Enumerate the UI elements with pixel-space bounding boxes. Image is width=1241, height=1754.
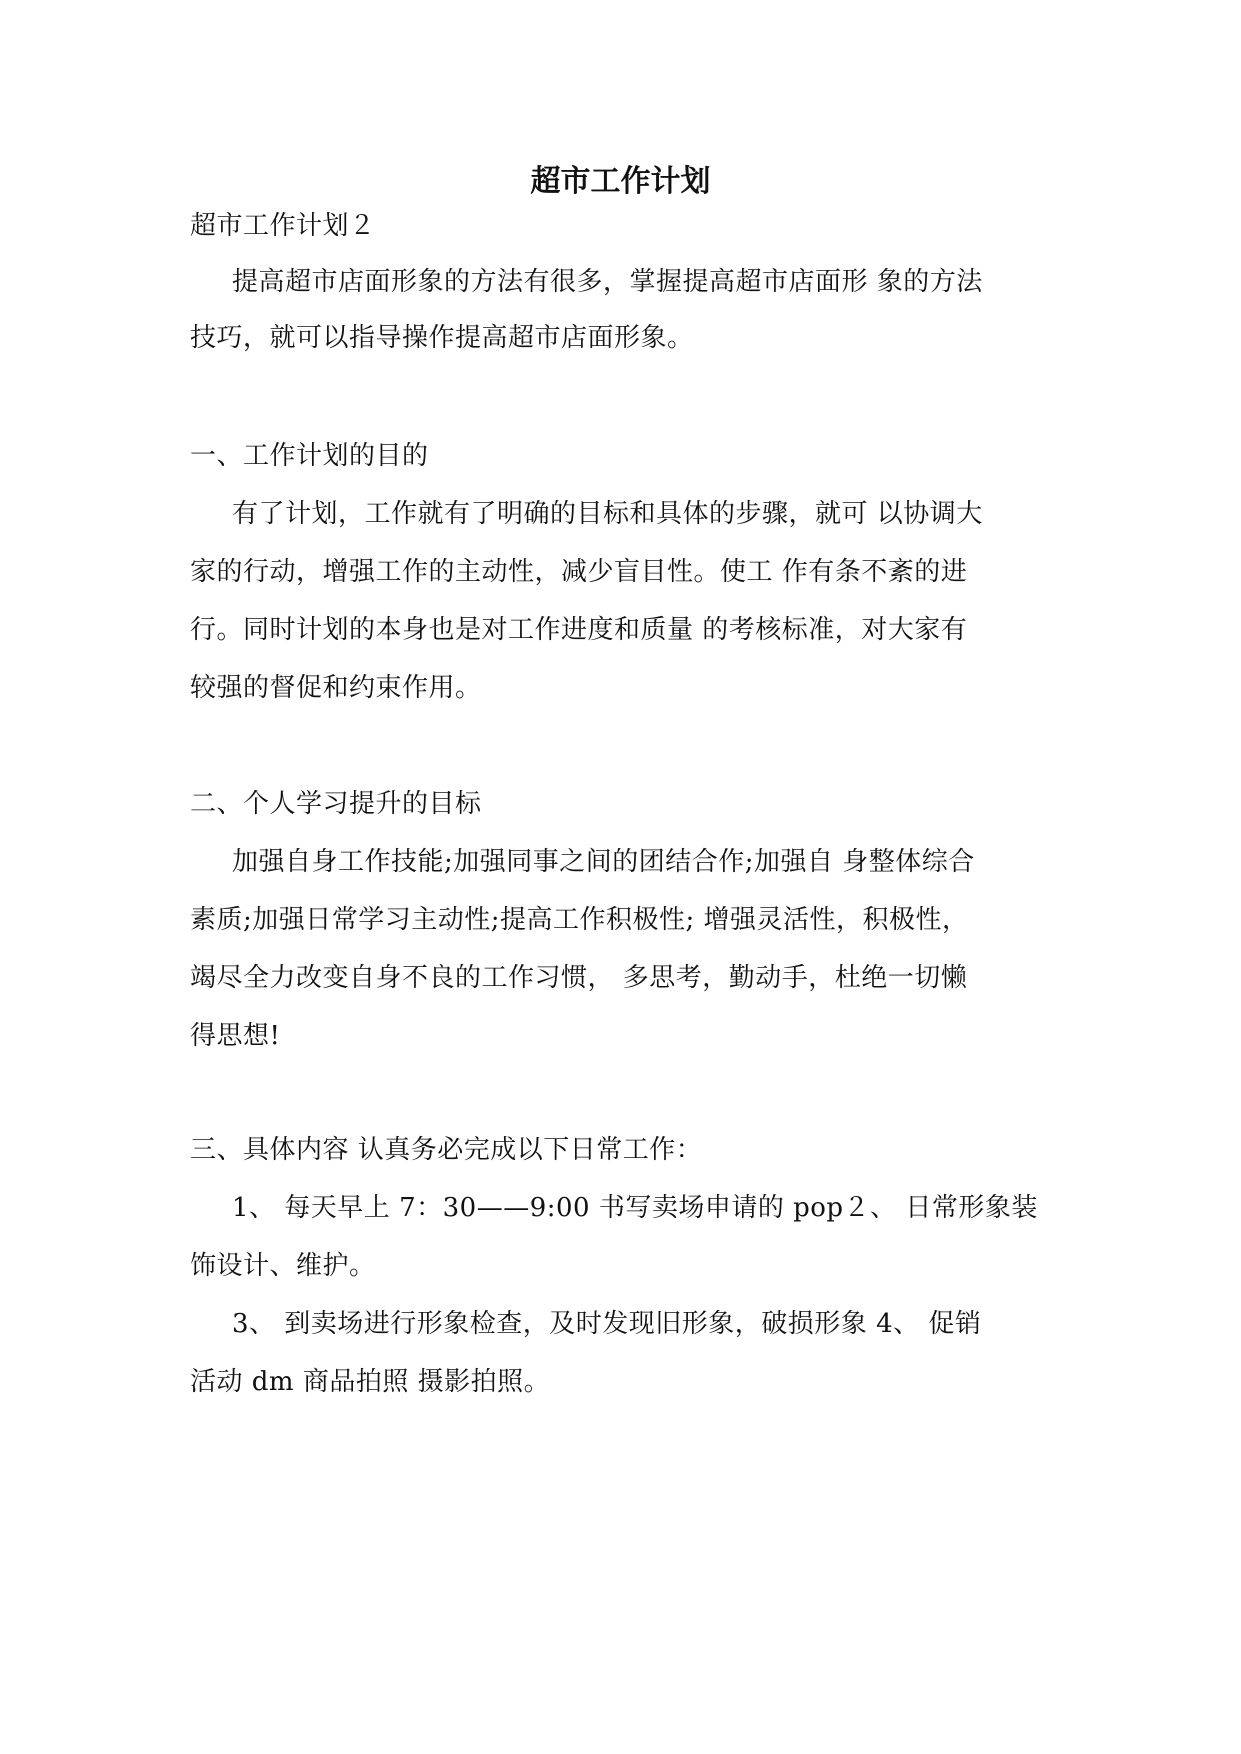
document-title: 超市工作计划 <box>530 164 711 199</box>
intro-line-2: 技巧，就可以指导操作提高超市店面形象。 <box>190 323 694 353</box>
section1-heading: 一、工作计划的目的 <box>190 441 429 471</box>
section1-line-1: 有了计划，工作就有了明确的目标和具体的步骤，就可 以协调大 <box>232 499 983 529</box>
intro-line-1: 提高超市店面形象的方法有很多，掌握提高超市店面形 象的方法 <box>232 267 983 297</box>
section2-heading: 二、个人学习提升的目标 <box>190 789 482 819</box>
document-subtitle: 超市工作计划２ <box>190 211 376 241</box>
section3-line-3: 3、 到卖场进行形象检查，及时发现旧形象，破损形象 4、 促销 <box>232 1309 982 1339</box>
section1-line-3: 行。同时计划的本身也是对工作进度和质量 的考核标准，对大家有 <box>190 615 968 645</box>
section3-line-4: 活动 dm 商品拍照 摄影拍照。 <box>190 1367 551 1397</box>
section2-line-1: 加强自身工作技能;加强同事之间的团结合作;加强自 身整体综合 <box>232 847 975 877</box>
section3-line-1: 1、 每天早上 7：30——9:00 书写卖场申请的 pop２、 日常形象装 <box>232 1193 1038 1223</box>
section2-line-4: 得思想! <box>190 1021 281 1051</box>
section1-line-4: 较强的督促和约束作用。 <box>190 673 482 703</box>
section2-line-2: 素质;加强日常学习主动性;提高工作积极性; 增强灵活性，积极性， <box>190 905 969 935</box>
section2-line-3: 竭尽全力改变自身不良的工作习惯， 多思考，勤动手，杜绝一切懒 <box>190 963 968 993</box>
section3-heading: 三、具体内容 认真务必完成以下日常工作： <box>190 1135 703 1165</box>
section1-line-2: 家的行动，增强工作的主动性，减少盲目性。使工 作有条不紊的进 <box>190 557 968 587</box>
section3-line-2: 饰设计、维护。 <box>190 1251 376 1281</box>
